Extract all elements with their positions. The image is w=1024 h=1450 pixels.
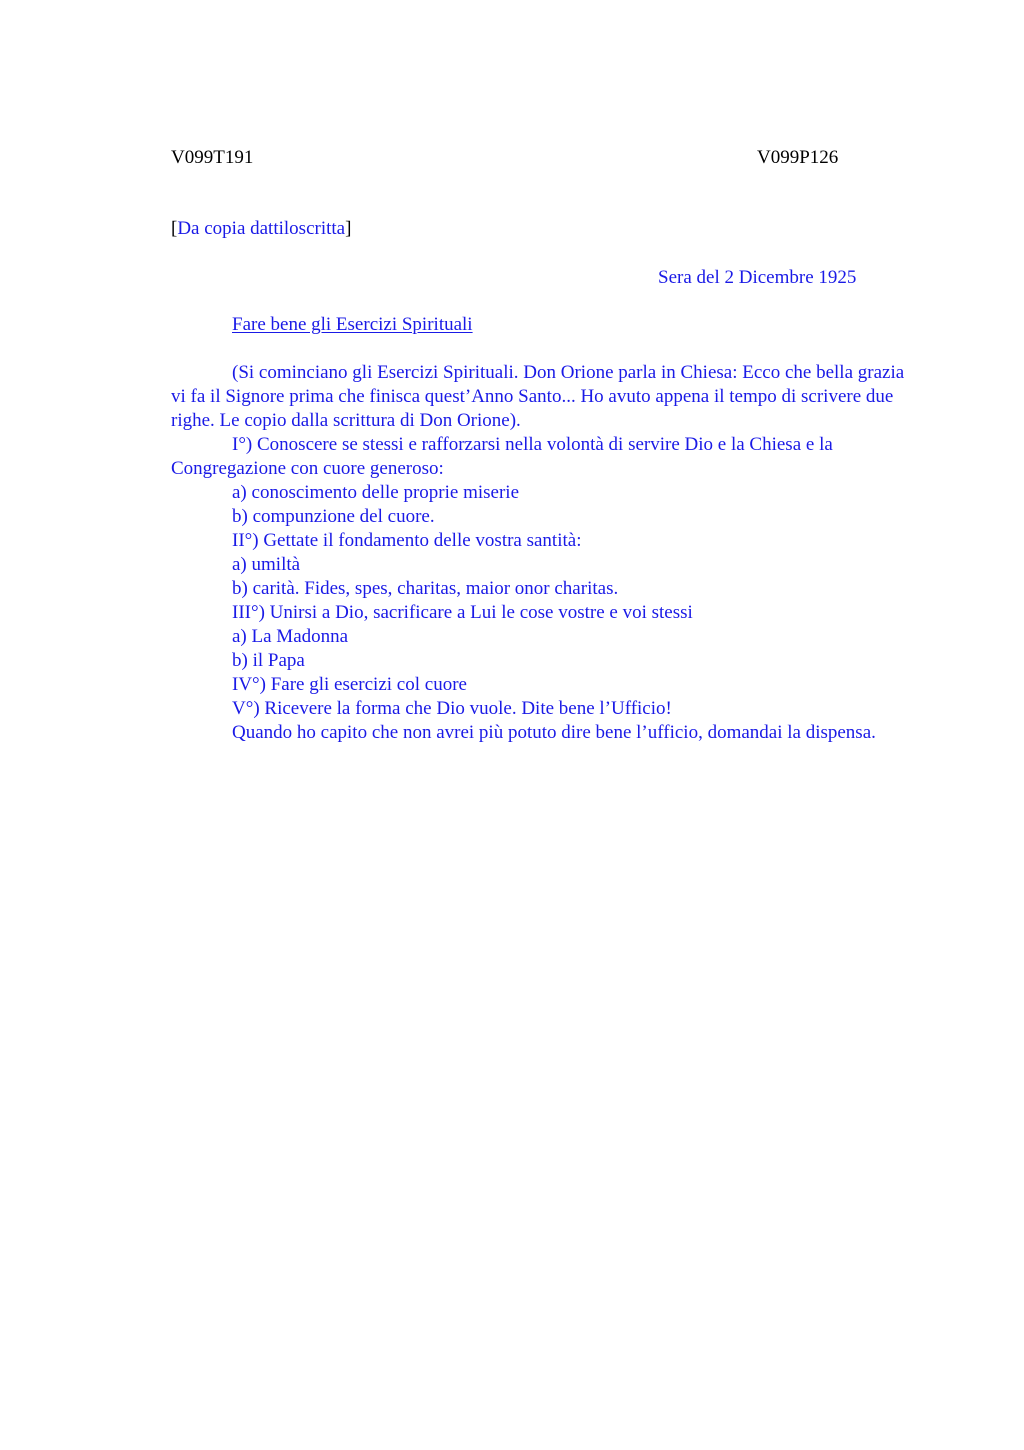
document-code-left: V099T191	[171, 147, 254, 168]
document-code-right: V099P126	[757, 147, 839, 168]
intro-paragraph: (Si cominciano gli Esercizi Spirituali. Don Orione parla in Chiesa: Ecco che bella grazia vi fa il Signore prima che finisca quest’Anno Santo... Ho avuto appena il tempo di scrivere due righe. Le copio dalla scrittura di Don Orione).	[171, 362, 905, 431]
point-2-a: a) umiltà	[232, 554, 301, 575]
document-body	[171, 361, 911, 745]
point-1-b: b) compunzione del cuore.	[232, 506, 435, 527]
source-open-bracket: [	[171, 218, 178, 239]
point-3-a: a) La Madonna	[232, 626, 349, 647]
closing-paragraph: Quando ho capito che non avrei più potuto dire bene l’ufficio, domandai la dispensa.	[232, 722, 876, 743]
point-3: III°) Unirsi a Dio, sacrificare a Lui le cose vostre e voi stessi	[232, 602, 693, 623]
point-3-b: b) il Papa	[232, 650, 305, 671]
date-line: Sera del 2 Dicembre 1925	[658, 267, 857, 288]
document-title: Fare bene gli Esercizi Spirituali	[232, 314, 473, 335]
point-1: I°) Conoscere se stessi e rafforzarsi nella volontà di servire Dio e la Chiesa e la Congregazione con cuore generoso:	[171, 434, 833, 479]
source-close-bracket: ]	[345, 218, 352, 239]
source-note	[171, 217, 351, 241]
point-4: IV°) Fare gli esercizi col cuore	[232, 674, 467, 695]
source-text: Da copia dattiloscritta	[177, 218, 346, 239]
point-1-a: a) conoscimento delle proprie miserie	[232, 482, 520, 503]
point-2-b: b) carità. Fides, spes, charitas, maior onor charitas.	[232, 578, 619, 599]
point-5: V°) Ricevere la forma che Dio vuole. Dite bene l’Ufficio!	[232, 698, 672, 719]
point-2: II°) Gettate il fondamento delle vostra santità:	[232, 530, 582, 551]
